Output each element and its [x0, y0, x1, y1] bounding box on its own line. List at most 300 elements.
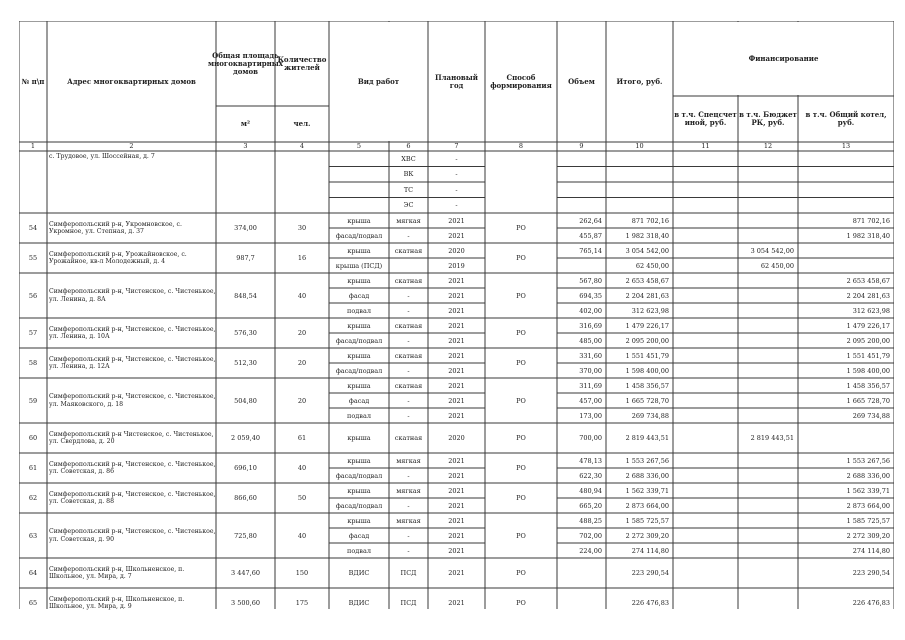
row-residents: 175 — [295, 599, 309, 607]
row-residents: 61 — [297, 434, 307, 442]
row-area: 848,54 — [234, 291, 257, 300]
work-volume: 331,60 — [579, 351, 602, 360]
work-common-pot — [798, 198, 892, 214]
work-total: 1 458 356,57 — [625, 381, 669, 390]
work-budget-rk — [738, 273, 796, 288]
work-special-account — [673, 558, 736, 588]
header-financing: Финансирование — [748, 53, 819, 63]
header-residents: Количество жителей — [277, 54, 327, 72]
header-no: № п\п — [21, 76, 45, 86]
work-subtype — [389, 258, 428, 273]
work-volume: 224,00 — [579, 546, 602, 555]
work-planned-year: 2020 — [448, 246, 465, 255]
work-planned-year: - — [455, 201, 458, 210]
row-address: Симферопольский р-н, Укромновское, с. Укромное, ул. Степная, д. 37 — [49, 220, 182, 235]
work-total: 2 272 309,20 — [625, 531, 669, 540]
work-total: 871 702,16 — [631, 216, 669, 225]
work-planned-year: 2021 — [448, 306, 465, 315]
work-subtype: - — [407, 546, 410, 555]
work-volume: 480,94 — [579, 486, 602, 495]
work-volume: 455,87 — [579, 231, 602, 240]
work-element: подвал — [347, 546, 371, 555]
work-element — [329, 167, 389, 183]
work-element: подвал — [347, 411, 371, 420]
work-planned-year: 2021 — [448, 231, 465, 240]
row-area — [216, 151, 275, 213]
row-number: 65 — [28, 599, 38, 607]
work-element: фасад/подвал — [335, 366, 383, 375]
header-planned-year: Плановый год — [435, 72, 478, 90]
work-volume: 457,00 — [579, 396, 602, 405]
work-special-account — [673, 378, 736, 393]
work-element: крыша — [347, 246, 371, 255]
work-subtype: ТС — [403, 185, 414, 194]
work-element: крыша — [347, 276, 371, 285]
work-volume: 700,00 — [579, 434, 602, 442]
work-element: ВДИС — [348, 569, 370, 577]
work-common-pot: 1 553 267,56 — [846, 456, 890, 465]
row-address: Симферопольский р-н, Чистенское, с. Чистенькое, ул. Ленина, д. 8А — [49, 288, 216, 303]
column-number: 10 — [635, 142, 644, 150]
column-number: 9 — [579, 142, 584, 150]
work-element: подвал — [347, 306, 371, 315]
work-special-account — [673, 288, 736, 303]
work-element: фасад/подвал — [335, 231, 383, 240]
work-subtype: ВК — [403, 170, 414, 179]
work-subtype: скатная — [394, 276, 423, 285]
work-common-pot — [798, 151, 892, 167]
work-subtype: скатная — [394, 434, 423, 442]
row-formation: РО — [516, 359, 526, 367]
row-area: 374,00 — [234, 224, 257, 232]
work-volume: 702,00 — [579, 531, 602, 540]
work-common-pot — [798, 182, 892, 198]
work-volume: 173,00 — [579, 411, 602, 420]
work-volume: 370,00 — [579, 366, 602, 375]
row-area: 987,7 — [236, 254, 255, 262]
work-subtype: - — [407, 531, 410, 540]
work-volume — [557, 182, 604, 198]
work-special-account — [673, 151, 736, 167]
work-element: крыша — [347, 456, 371, 465]
work-volume: 485,00 — [579, 336, 602, 345]
work-common-pot: 2 272 309,20 — [846, 531, 890, 540]
row-residents: 40 — [297, 531, 307, 540]
row-residents: 30 — [297, 224, 307, 232]
work-total: 269 734,88 — [631, 411, 669, 420]
work-volume: 694,35 — [579, 291, 602, 300]
work-budget-rk — [738, 333, 796, 348]
work-total: 274 114,80 — [631, 546, 669, 555]
work-total: 223 290,54 — [631, 569, 669, 577]
work-total: 1 598 400,00 — [625, 366, 669, 375]
work-budget-rk — [738, 588, 796, 618]
work-volume — [557, 167, 604, 183]
work-volume: 665,20 — [579, 501, 602, 510]
header-common-pot: в т.ч. Общий котел, руб. — [805, 110, 887, 127]
work-element — [329, 198, 389, 214]
work-budget-rk — [738, 363, 796, 378]
work-special-account — [673, 243, 736, 258]
work-common-pot: 269 734,88 — [852, 411, 890, 420]
work-planned-year: 2021 — [448, 471, 465, 480]
work-element: крыша — [347, 381, 371, 390]
work-element — [329, 182, 389, 198]
work-element: фасад — [348, 291, 370, 300]
work-subtype: скатная — [394, 351, 423, 360]
header-address: Адрес многоквартирных домов — [67, 76, 196, 86]
work-volume — [557, 258, 604, 273]
work-subtype: - — [407, 471, 410, 480]
work-special-account — [673, 318, 736, 333]
work-special-account — [673, 213, 736, 228]
work-budget-rk — [738, 543, 796, 558]
work-common-pot: 1 458 356,57 — [846, 381, 890, 390]
work-budget-rk — [738, 228, 796, 243]
row-area: 3 447,60 — [231, 569, 260, 577]
header-budget-rk: в т.ч. Бюджет РК, руб. — [739, 110, 797, 127]
work-planned-year: 2021 — [448, 411, 465, 420]
work-special-account — [673, 498, 736, 513]
work-element: ВДИС — [348, 599, 370, 607]
row-address: Симферопольский р-н, Чистенское, с. Чистенькое, ул. Советская, д. 88 — [49, 490, 216, 505]
header-formation: Способ формирования — [490, 72, 552, 90]
work-volume — [557, 558, 604, 588]
work-planned-year: 2021 — [448, 599, 465, 607]
work-special-account — [673, 453, 736, 468]
work-element: фасад/подвал — [335, 336, 383, 345]
work-common-pot: 2 095 200,00 — [846, 336, 890, 345]
work-common-pot — [798, 258, 892, 273]
work-planned-year: 2020 — [448, 434, 465, 442]
work-common-pot: 2 653 458,67 — [846, 276, 890, 285]
row-area: 866,60 — [234, 494, 257, 502]
header-area-unit: м² — [240, 119, 251, 128]
work-planned-year: 2021 — [448, 486, 465, 495]
header-area: Общая площадь многоквартирных домов — [208, 50, 283, 76]
work-special-account — [673, 333, 736, 348]
work-planned-year: 2019 — [448, 261, 465, 270]
column-number: 11 — [701, 142, 710, 150]
work-subtype: - — [407, 291, 410, 300]
work-common-pot: 226 476,83 — [852, 599, 890, 607]
work-subtype: ПСД — [400, 569, 417, 577]
row-address: Симферопольский р-н, Чистенское, с. Чистенькое, ул. Ленина, д. 10А — [49, 325, 216, 340]
work-budget-rk — [738, 393, 796, 408]
row-formation: РО — [516, 494, 526, 502]
row-area: 725,80 — [234, 531, 257, 540]
header-volume: Объем — [568, 76, 595, 86]
work-common-pot: 2 688 336,00 — [846, 471, 890, 480]
work-element — [329, 151, 389, 167]
row-address: Симферопольский р-н, Чистенское, с. Чистенькое, ул. Советская, д. 90 — [49, 528, 216, 543]
work-common-pot: 1 598 400,00 — [846, 366, 890, 375]
row-address: Симферопольский р-н, Урожайновское, с. Урожайное, кв-л Молодежный, д. 4 — [49, 250, 187, 265]
work-special-account — [673, 182, 736, 198]
work-budget-rk — [738, 513, 796, 528]
work-element: крыша (ПСД) — [335, 261, 383, 270]
work-element: фасад/подвал — [335, 471, 383, 480]
row-address: Симферопольский р-н, Школьненское, п. Школьное, ул. Мира, д. 9 — [49, 595, 185, 610]
work-volume — [557, 198, 604, 214]
work-volume: 262,64 — [579, 216, 602, 225]
row-area: 3 500,60 — [231, 599, 260, 607]
work-element: крыша — [347, 351, 371, 360]
work-total: 1 665 728,70 — [625, 396, 669, 405]
header-total: Итого, руб. — [616, 76, 663, 86]
row-address: Симферопольский р-н, Школьненское, п. Школьное, ул. Мира, д. 7 — [49, 565, 185, 580]
column-number: 13 — [841, 142, 851, 150]
work-budget-rk — [738, 318, 796, 333]
work-special-account — [673, 468, 736, 483]
work-special-account — [673, 273, 736, 288]
work-planned-year: 2021 — [448, 276, 465, 285]
work-budget-rk — [738, 378, 796, 393]
work-common-pot: 223 290,54 — [852, 569, 890, 577]
work-element: крыша — [347, 434, 371, 442]
work-subtype: - — [407, 396, 410, 405]
row-formation: РО — [516, 291, 526, 300]
row-number: 63 — [28, 531, 38, 540]
work-total: 226 476,83 — [631, 599, 669, 607]
work-budget-rk: 2 819 443,51 — [750, 434, 794, 442]
work-volume: 567,80 — [579, 276, 602, 285]
work-common-pot: 1 665 728,70 — [846, 396, 890, 405]
work-budget-rk — [738, 167, 796, 183]
work-budget-rk: 3 054 542,00 — [750, 246, 794, 255]
work-subtype: - — [407, 231, 410, 240]
work-planned-year: 2021 — [448, 516, 465, 525]
work-special-account — [673, 258, 736, 273]
work-special-account — [673, 408, 736, 423]
row-residents: 20 — [297, 359, 307, 367]
work-special-account — [673, 198, 736, 214]
work-common-pot: 2 204 281,63 — [846, 291, 890, 300]
work-subtype: мягкая — [396, 216, 421, 225]
work-planned-year: 2021 — [448, 336, 465, 345]
work-total — [606, 198, 671, 214]
work-special-account — [673, 483, 736, 498]
work-total — [606, 182, 671, 198]
row-area: 504,80 — [234, 396, 257, 405]
work-budget-rk — [738, 213, 796, 228]
row-address: с. Трудовое, ул. Шоссейная, д. 7 — [49, 153, 155, 160]
work-common-pot: 1 551 451,79 — [846, 351, 890, 360]
row-residents — [275, 151, 329, 213]
work-special-account — [673, 303, 736, 318]
row-number: 64 — [28, 569, 38, 577]
work-element: крыша — [347, 486, 371, 495]
row-formation: РО — [516, 434, 526, 442]
work-subtype: - — [407, 366, 410, 375]
column-number: 6 — [406, 142, 411, 150]
row-formation: РО — [516, 569, 526, 577]
row-residents: 40 — [297, 291, 307, 300]
work-budget-rk — [738, 151, 796, 167]
work-common-pot — [798, 423, 892, 453]
work-volume — [557, 151, 604, 167]
work-budget-rk — [738, 558, 796, 588]
work-special-account — [673, 393, 736, 408]
work-element: фасад — [348, 531, 370, 540]
work-budget-rk: 62 450,00 — [760, 261, 794, 270]
work-special-account — [673, 423, 736, 453]
work-special-account — [673, 363, 736, 378]
work-total: 1 982 318,40 — [625, 231, 669, 240]
work-total: 312 623,98 — [631, 306, 669, 315]
row-address: Симферопольский р-н, Чистенское, с. Чистенькое, ул. Советская, д. 86 — [49, 460, 216, 475]
work-budget-rk — [738, 348, 796, 363]
column-number: 12 — [763, 142, 773, 150]
work-total: 1 562 339,71 — [625, 486, 669, 495]
work-planned-year: 2021 — [448, 351, 465, 360]
work-planned-year: 2021 — [448, 321, 465, 330]
work-total: 2 873 664,00 — [625, 501, 669, 510]
work-common-pot: 1 479 226,17 — [846, 321, 890, 330]
work-planned-year: - — [455, 154, 458, 163]
column-number: 8 — [518, 142, 524, 150]
work-common-pot: 274 114,80 — [852, 546, 890, 555]
column-number: 3 — [243, 142, 248, 150]
work-budget-rk — [738, 528, 796, 543]
work-total — [606, 167, 671, 183]
work-subtype: скатная — [394, 246, 423, 255]
work-planned-year: 2021 — [448, 381, 465, 390]
column-number: 1 — [30, 142, 36, 150]
work-budget-rk — [738, 453, 796, 468]
work-budget-rk — [738, 408, 796, 423]
work-budget-rk — [738, 288, 796, 303]
row-number: 54 — [28, 224, 38, 232]
work-subtype: ЭС — [403, 201, 414, 210]
work-planned-year: 2021 — [448, 456, 465, 465]
work-subtype: ХВС — [401, 154, 416, 163]
row-residents: 20 — [297, 396, 307, 405]
row-formation: РО — [516, 254, 526, 262]
work-planned-year: - — [455, 185, 458, 194]
row-formation: РО — [516, 224, 526, 232]
work-volume: 316,69 — [579, 321, 602, 330]
work-planned-year: 2021 — [448, 569, 465, 577]
work-common-pot — [798, 243, 892, 258]
row-number: 58 — [28, 359, 38, 367]
work-total — [606, 151, 671, 167]
row-residents: 16 — [297, 254, 307, 262]
work-volume: 311,69 — [579, 381, 602, 390]
work-element: крыша — [347, 321, 371, 330]
row-address: Симферопольский р-н Чистенское, с. Чистенькое, ул. Свердлова, д. 20 — [49, 430, 214, 445]
work-element: крыша — [347, 216, 371, 225]
work-total: 2 204 281,63 — [625, 291, 669, 300]
row-number: 59 — [28, 396, 38, 405]
work-volume: 765,14 — [579, 246, 602, 255]
header-special-account: в т.ч. Спецсчет иной, руб. — [674, 110, 737, 127]
work-special-account — [673, 348, 736, 363]
work-subtype: мягкая — [396, 516, 421, 525]
row-number: 57 — [28, 329, 38, 337]
work-budget-rk — [738, 468, 796, 483]
work-total: 1 585 725,57 — [625, 516, 669, 525]
work-subtype: мягкая — [396, 486, 421, 495]
work-subtype: скатная — [394, 381, 423, 390]
row-area: 2 059,40 — [231, 434, 260, 442]
work-budget-rk — [738, 198, 796, 214]
work-budget-rk — [738, 303, 796, 318]
work-special-account — [673, 228, 736, 243]
work-total: 2 653 458,67 — [625, 276, 669, 285]
work-planned-year: 2021 — [448, 396, 465, 405]
column-number: 4 — [299, 142, 305, 150]
work-total: 1 553 267,56 — [625, 456, 669, 465]
work-common-pot: 1 982 318,40 — [846, 231, 890, 240]
row-address: Симферопольский р-н, Чистенское, с. Чистенькое, ул. Ленина, д. 12А — [49, 355, 216, 370]
work-subtype: - — [407, 306, 410, 315]
work-planned-year: 2021 — [448, 531, 465, 540]
work-total: 1 551 451,79 — [625, 351, 669, 360]
work-special-account — [673, 543, 736, 558]
row-residents: 150 — [295, 569, 309, 577]
row-number: 62 — [28, 494, 38, 502]
row-residents: 50 — [297, 494, 307, 502]
row-number: 60 — [28, 434, 38, 442]
row-residents: 20 — [297, 329, 307, 337]
column-number: 7 — [454, 142, 459, 150]
work-element: фасад/подвал — [335, 501, 383, 510]
column-number: 2 — [129, 142, 134, 150]
work-budget-rk — [738, 498, 796, 513]
work-common-pot: 312 623,98 — [852, 306, 890, 315]
row-formation: РО — [516, 599, 526, 607]
work-common-pot: 1 562 339,71 — [846, 486, 890, 495]
row-area: 512,30 — [234, 359, 257, 367]
header-residents-unit: чел. — [293, 119, 311, 128]
row-formation — [485, 151, 557, 213]
row-formation: РО — [516, 329, 526, 337]
work-subtype: ПСД — [400, 599, 417, 607]
work-element: фасад — [348, 396, 370, 405]
work-subtype: - — [407, 501, 410, 510]
work-planned-year: 2021 — [448, 216, 465, 225]
work-special-account — [673, 528, 736, 543]
work-subtype: скатная — [394, 321, 423, 330]
work-total: 2 095 200,00 — [625, 336, 669, 345]
work-special-account — [673, 167, 736, 183]
work-volume — [557, 588, 604, 618]
work-volume: 622,30 — [579, 471, 602, 480]
row-formation: РО — [516, 531, 526, 540]
row-number: 56 — [28, 291, 38, 300]
work-subtype: мягкая — [396, 456, 421, 465]
work-planned-year: 2021 — [448, 291, 465, 300]
row-area: 576,30 — [234, 329, 257, 337]
work-common-pot: 2 873 664,00 — [846, 501, 890, 510]
row-number: 55 — [28, 254, 38, 262]
work-budget-rk — [738, 483, 796, 498]
work-subtype: - — [407, 336, 410, 345]
work-common-pot — [798, 167, 892, 183]
work-planned-year: 2021 — [448, 501, 465, 510]
work-total: 2 688 336,00 — [625, 471, 669, 480]
row-address: Симферопольский р-н, Чистенское, с. Чистенькое, ул. Маяковского, д. 18 — [49, 393, 216, 408]
work-planned-year: 2021 — [448, 546, 465, 555]
work-total: 3 054 542,00 — [625, 246, 669, 255]
work-common-pot: 871 702,16 — [852, 216, 890, 225]
work-planned-year: 2021 — [448, 366, 465, 375]
row-formation: РО — [516, 396, 526, 405]
work-element: крыша — [347, 516, 371, 525]
work-total: 62 450,00 — [635, 261, 669, 270]
work-budget-rk — [738, 182, 796, 198]
